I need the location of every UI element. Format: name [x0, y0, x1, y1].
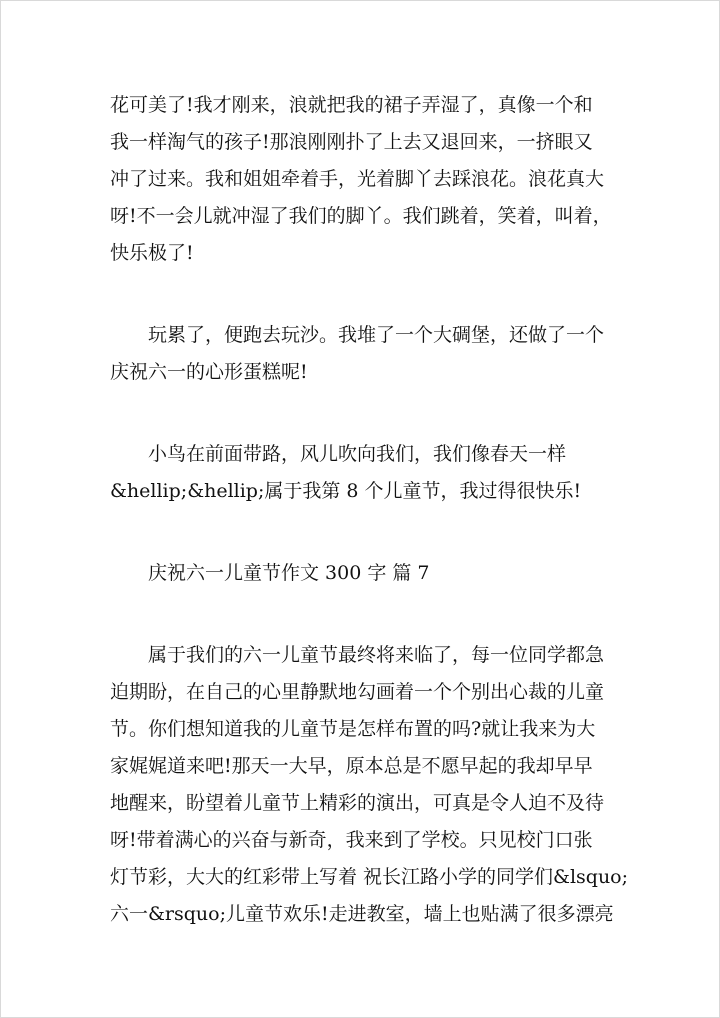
text-line: 属于我们的六一儿童节最终将来临了，每一位同学都急 [148, 644, 605, 666]
text-line: 六一&rsquo;儿童节欢乐!走进教室，墙上也贴满了很多漂亮 [110, 903, 614, 925]
paragraph-childrens-day [110, 637, 629, 933]
paragraph-birds [110, 436, 610, 510]
text-line: 玩累了，便跑去玩沙。我堆了一个大碉堡，还做了一个 [148, 324, 605, 346]
text-line: 地醒来，盼望着儿童节上精彩的演出，可真是令人迫不及待 [110, 792, 605, 814]
text-line: 家娓娓道来吧!那天一大早，原本总是不愿早起的我却早早 [110, 755, 593, 777]
text-line: 庆祝六一的心形蛋糕呢! [110, 361, 308, 383]
text-line: 呀!带着满心的兴奋与新奇，我来到了学校。只见校门口张 [110, 829, 593, 851]
text-line: 我一样淘气的孩子!那浪刚刚扑了上去又退回来，一挤眼又 [110, 131, 593, 153]
text-line: &hellip;&hellip;属于我第 8 个儿童节，我过得很快乐! [110, 480, 582, 502]
section-heading [110, 555, 610, 592]
heading-text: 庆祝六一儿童节作文 300 字 篇 7 [148, 562, 430, 584]
text-line: 灯节彩，大大的红彩带上写着 祝长江路小学的同学们&lsquo; [110, 866, 629, 888]
paragraph-sand [110, 317, 610, 391]
text-line: 小鸟在前面带路，风儿吹向我们，我们像春天一样 [148, 443, 567, 465]
text-line: 花可美了!我才刚来，浪就把我的裙子弄湿了，真像一个和 [110, 94, 593, 116]
text-line: 节。你们想知道我的儿童节是怎样布置的吗?就让我来为大 [110, 718, 596, 740]
text-line: 迫期盼，在自己的心里静默地勾画着一个个别出心裁的儿童 [110, 681, 605, 703]
text-line: 冲了过来。我和姐姐牵着手，光着脚丫去踩浪花。浪花真大 [110, 168, 605, 190]
text-line: 呀!不一会儿就冲湿了我们的脚丫。我们跳着，笑着，叫着， [110, 205, 612, 227]
document-body [110, 87, 629, 933]
paragraph-beach [110, 87, 610, 272]
text-line: 快乐极了! [110, 242, 194, 264]
